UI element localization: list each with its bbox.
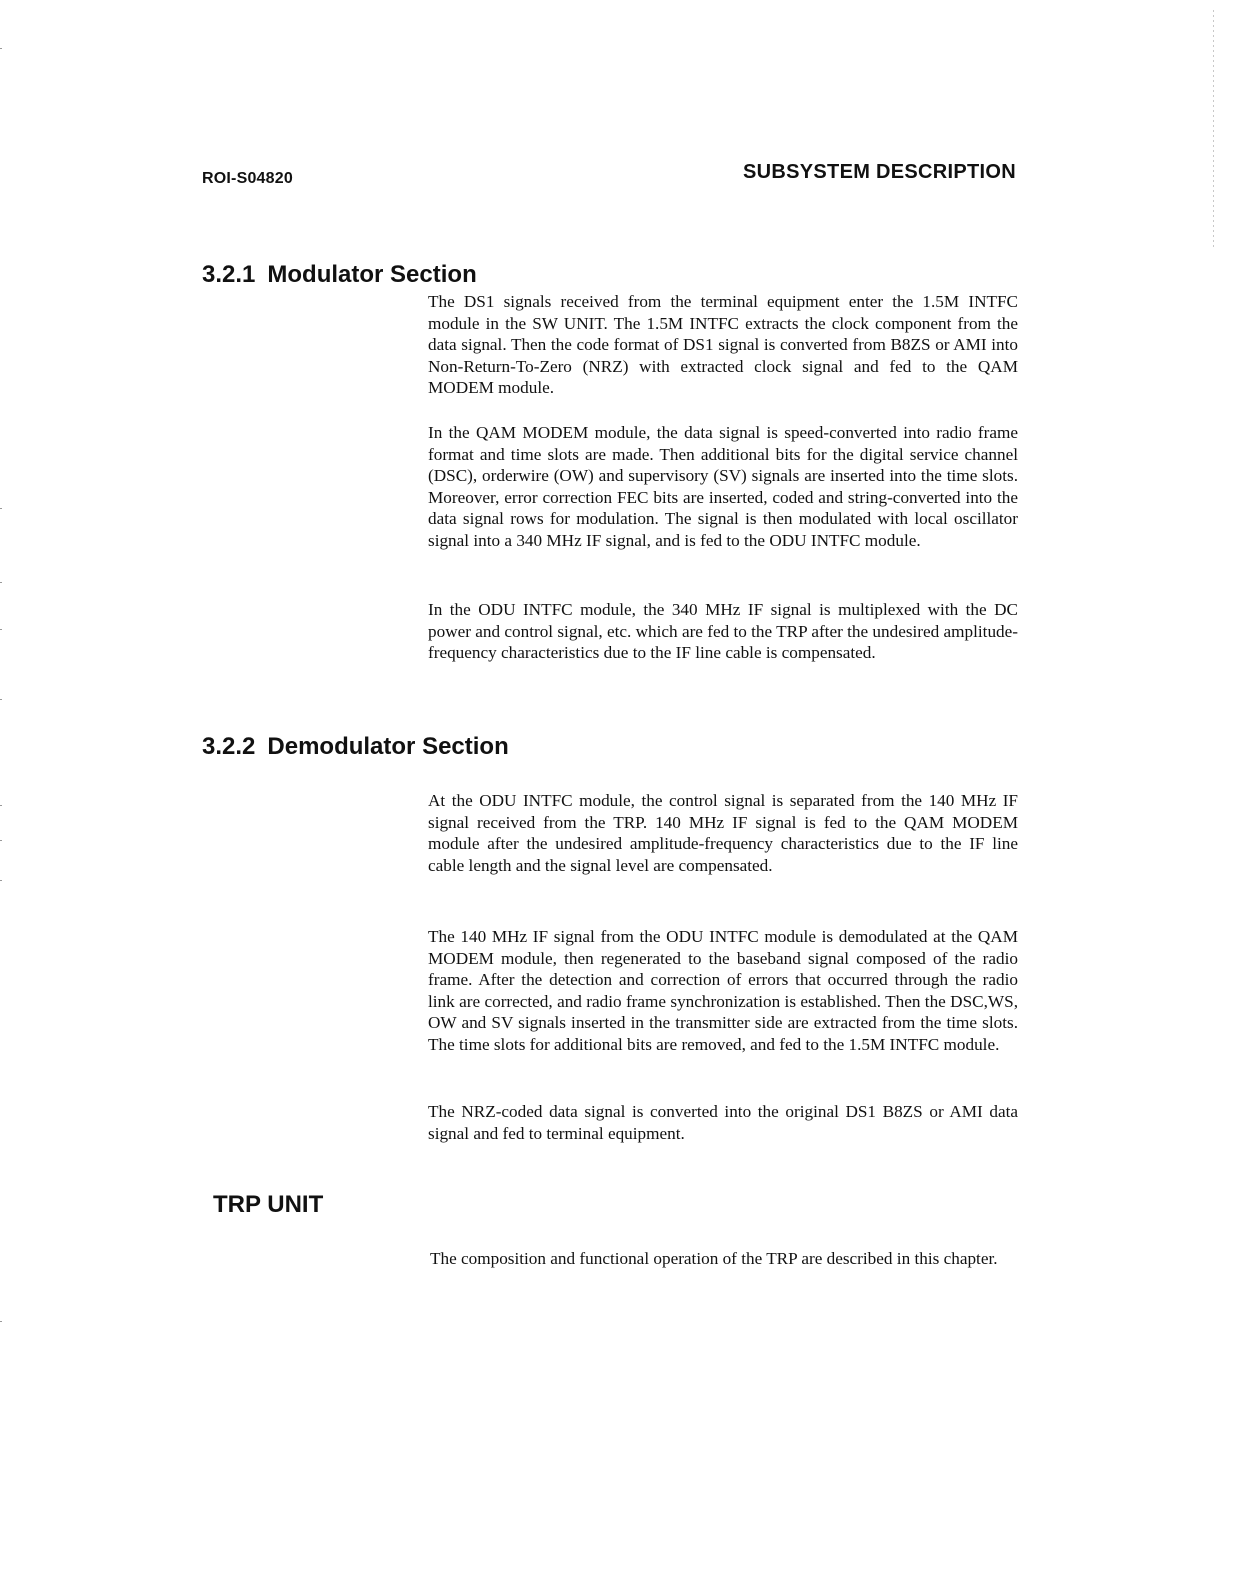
scan-edge-rule bbox=[1213, 10, 1214, 250]
scan-edge-mark bbox=[0, 840, 2, 841]
demodulator-paragraph-3: The NRZ-coded data signal is converted into the original DS1 B8ZS or AMI data signal and fed to terminal equipment. bbox=[428, 1102, 1018, 1143]
scan-edge-mark bbox=[0, 48, 2, 49]
running-header-title: SUBSYSTEM DESCRIPTION bbox=[743, 161, 1016, 183]
modulator-paragraph-2: In the QAM MODEM module, the data signal is speed-converted into radio frame format and time slots are made. Then additional bits for the digital service channel (DSC), orderwire (OW) and supervisory (SV) signals are inserted into the time slots. Moreover, error correction FEC bits are inserted, coded and string-converted into the data signal rows for modulation. The signal is then modulated with local oscillator signal into a 340 MHz IF signal, and is fed to the ODU INTFC module. bbox=[428, 423, 1018, 550]
section-title: Modulator Section bbox=[267, 261, 477, 288]
scan-edge-mark bbox=[0, 699, 2, 700]
scan-edge-mark bbox=[0, 880, 2, 881]
scan-edge-mark bbox=[0, 805, 2, 806]
section-number: 3.2.1 bbox=[202, 261, 256, 288]
demodulator-paragraph-2: The 140 MHz IF signal from the ODU INTFC module is demodulated at the QAM MODEM module, then regenerated to the baseband signal composed of the radio frame. After the detection and correction of errors that occurred through the radio link are corrected, and radio frame synchronization is established. Then the DSC,WS, OW and SV signals inserted in the transmitter side are extracted from the time slots. The time slots for additional bits are removed, and fed to the 1.5M INTFC module. bbox=[428, 927, 1018, 1054]
section-title: Demodulator Section bbox=[267, 733, 509, 760]
demodulator-paragraph-1: At the ODU INTFC module, the control signal is separated from the 140 MHz IF signal received from the TRP. 140 MHz IF signal is fed to the QAM MODEM module after the undesired amplitude-frequency characteristics due to the IF line cable length and the signal level are compensated. bbox=[428, 791, 1018, 875]
modulator-paragraph-3: In the ODU INTFC module, the 340 MHz IF signal is multiplexed with the DC power and control signal, etc. which are fed to the TRP after the undesired amplitude-frequency characteristics due to the IF line cable is compensated. bbox=[428, 600, 1018, 663]
section-heading-trp-unit: TRP UNIT bbox=[213, 1191, 324, 1218]
scan-edge-mark bbox=[0, 629, 2, 630]
document-id: ROI-S04820 bbox=[202, 170, 293, 187]
scan-edge-mark bbox=[0, 582, 2, 583]
trp-unit-paragraph: The composition and functional operation of the TRP are described in this chapter. bbox=[430, 1249, 998, 1268]
section-number: 3.2.2 bbox=[202, 733, 256, 760]
scan-edge-mark bbox=[0, 508, 2, 509]
modulator-paragraph-1: The DS1 signals received from the terminal equipment enter the 1.5M INTFC module in the SW UNIT. The 1.5M INTFC extracts the clock component from the data signal. Then the code format of DS1 signal is converted from B8ZS or AMI into Non-Return-To-Zero (NRZ) with extracted clock signal and fed to the QAM MODEM module. bbox=[428, 292, 1018, 398]
scan-edge-mark bbox=[0, 1321, 2, 1322]
section-heading-modulator bbox=[202, 261, 477, 289]
section-heading-demodulator bbox=[202, 733, 509, 761]
